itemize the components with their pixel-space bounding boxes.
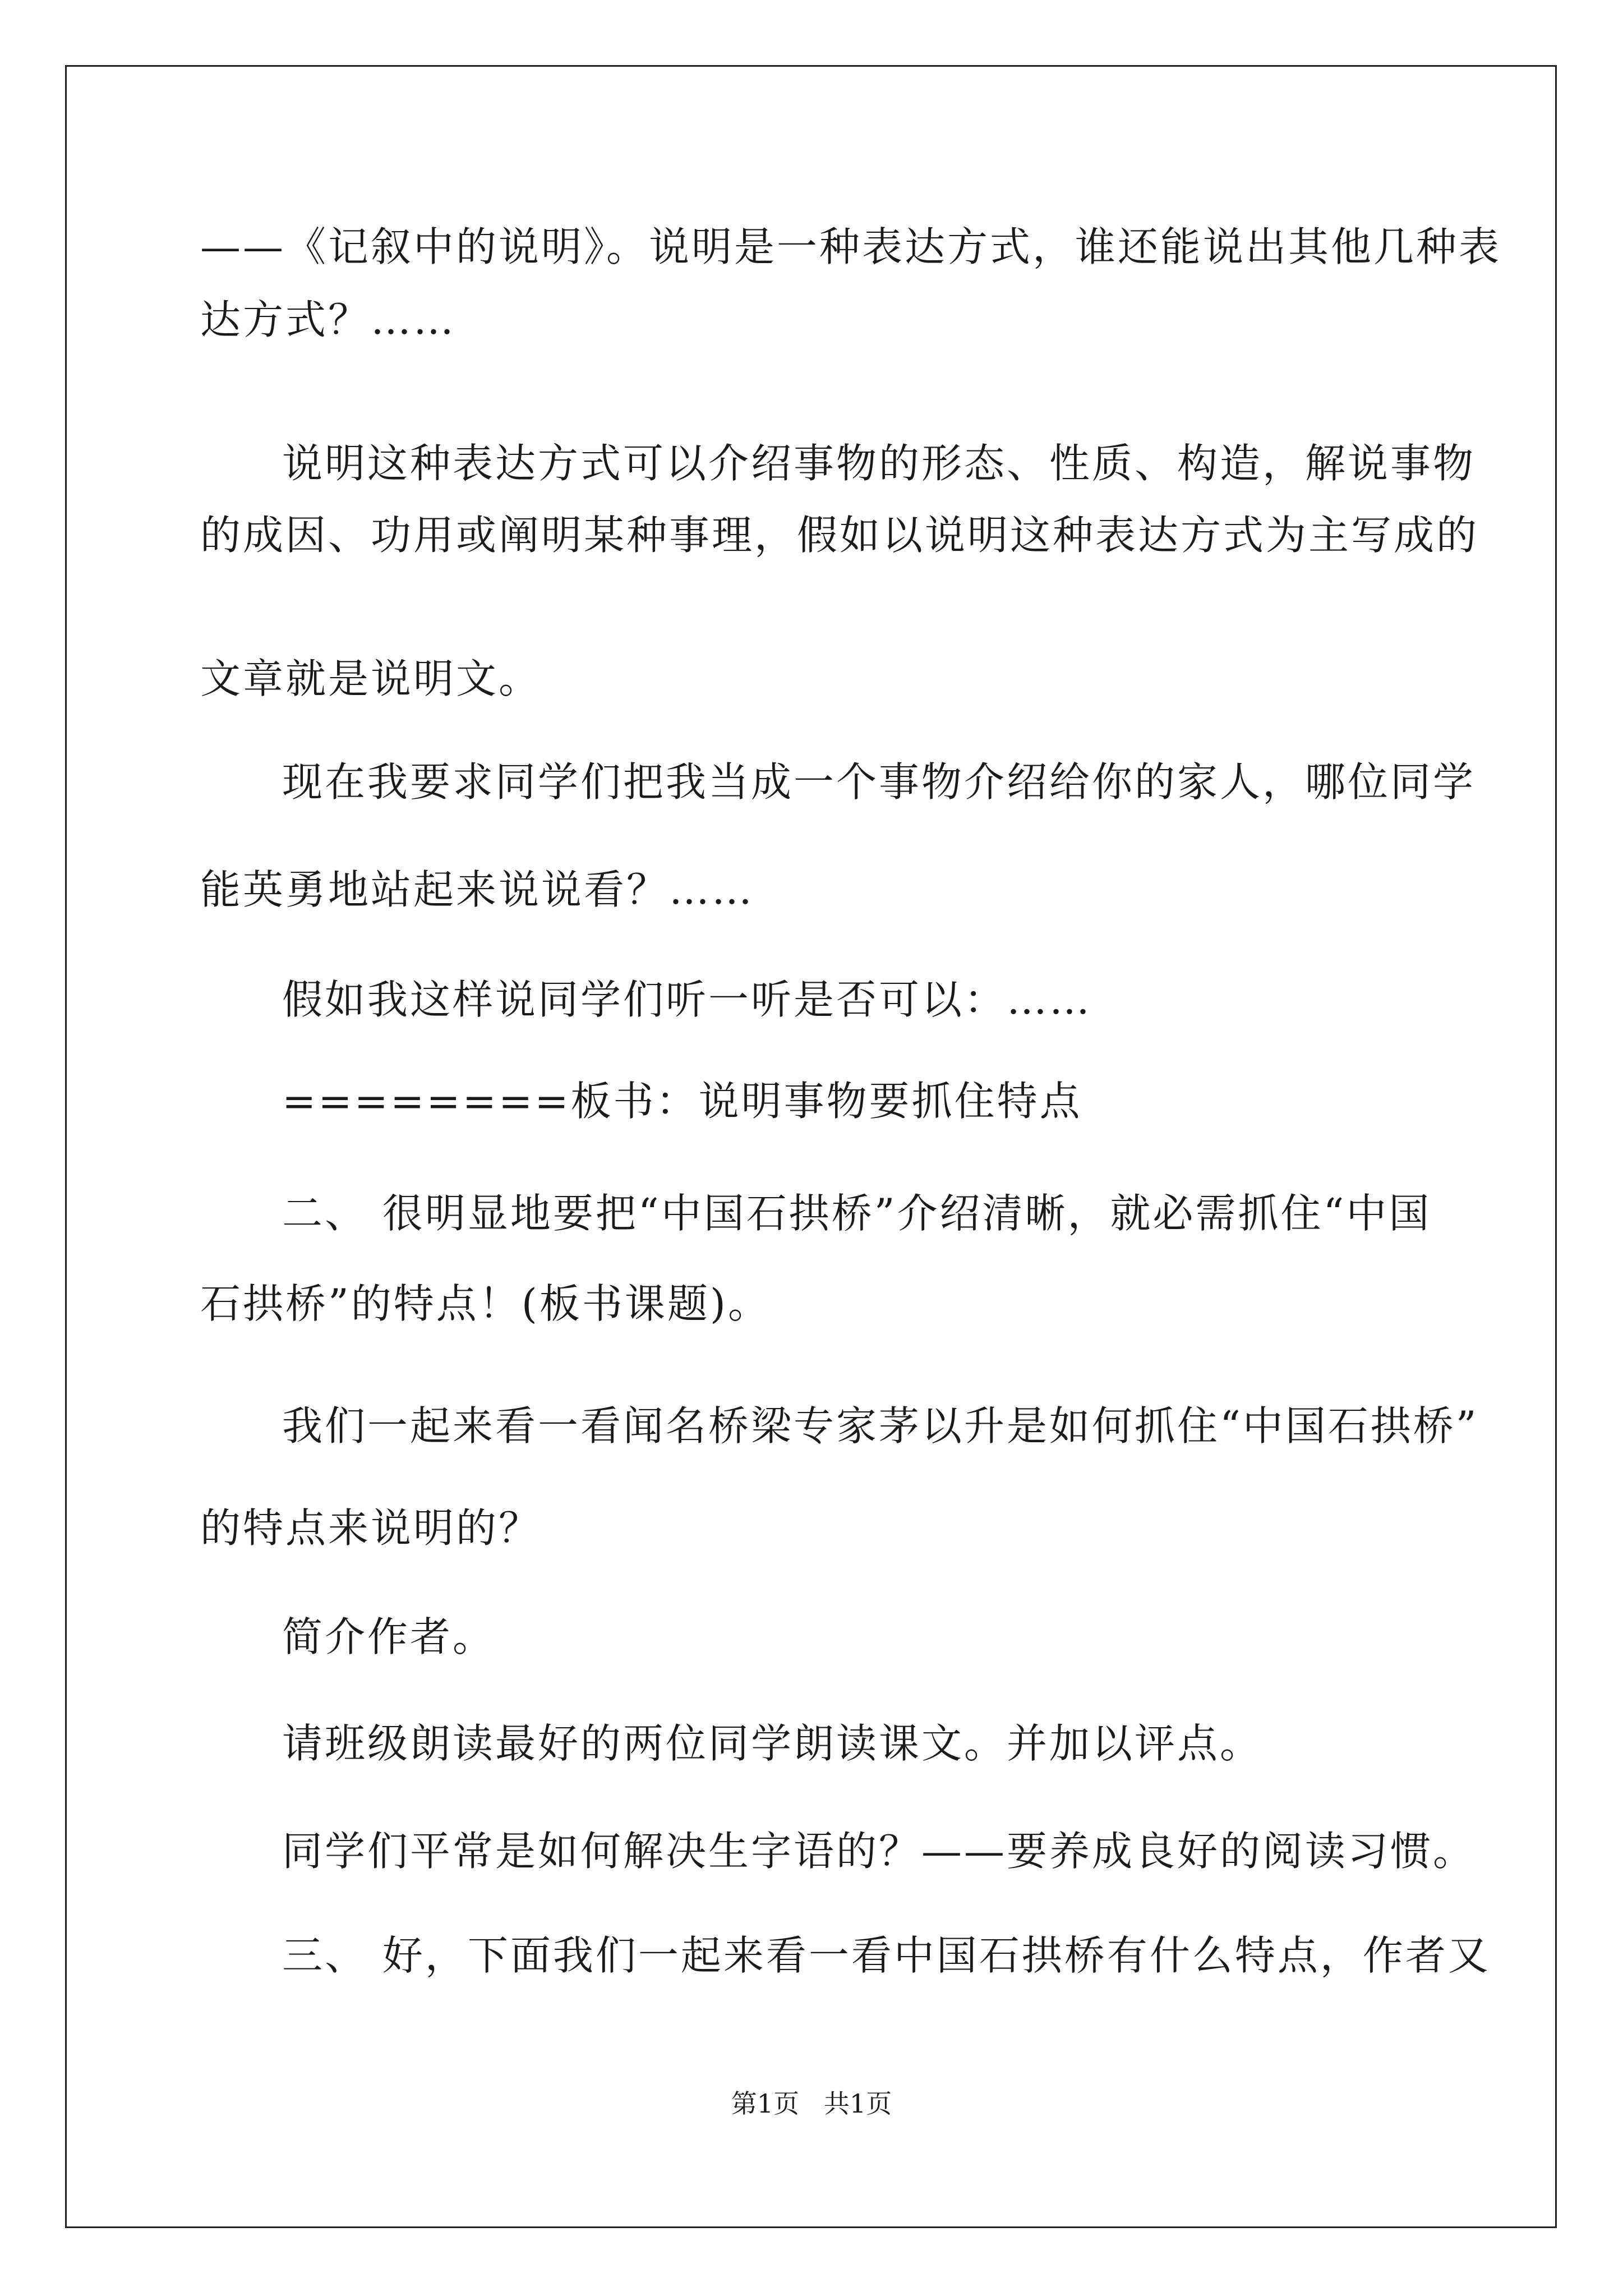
text-line: 石拱桥”的特点！(板书课题)。 bbox=[200, 1280, 771, 1327]
text-line: 假如我这样说同学们听一听是否可以：…… bbox=[282, 976, 1092, 1023]
text-line: 的特点来说明的？ bbox=[200, 1504, 542, 1552]
page-number-footer: 第1页 共1页 bbox=[731, 2088, 892, 2119]
text-line: 的成因、功用或阐明某种事理，假如以说明这种表达方式为主写成的 bbox=[200, 512, 1479, 559]
text-line: 二、 很明显地要把“中国石拱桥”介绍清晰，就必需抓住“中国 bbox=[282, 1190, 1432, 1237]
page-frame bbox=[65, 65, 1557, 2228]
text-line: 达方式？…… bbox=[200, 296, 457, 343]
text-line: 文章就是说明文。 bbox=[200, 655, 542, 702]
text-line: 我们一起来看一看闻名桥梁专家茅以升是如何抓住“中国石拱桥” bbox=[282, 1402, 1479, 1450]
text-line: ========板书：说明事物要抓住特点 bbox=[282, 1078, 1082, 1125]
text-line: 请班级朗读最好的两位同学朗读课文。并加以评点。 bbox=[282, 1720, 1263, 1767]
text-line: ——《记叙中的说明》。说明是一种表达方式，谁还能说出其他几种表 bbox=[200, 223, 1502, 270]
text-line: 能英勇地站起来说说看？…… bbox=[200, 866, 755, 913]
text-line: 简介作者。 bbox=[282, 1613, 496, 1660]
text-line: 说明这种表达方式可以介绍事物的形态、性质、构造，解说事物 bbox=[282, 440, 1476, 487]
text-line: 现在我要求同学们把我当成一个事物介绍给你的家人，哪位同学 bbox=[282, 758, 1476, 806]
text-line: 同学们平常是如何解决生字语的？——要养成良好的阅读习惯。 bbox=[282, 1828, 1476, 1875]
text-line: 三、 好，下面我们一起来看一看中国石拱桥有什么特点，作者又 bbox=[282, 1932, 1491, 1979]
